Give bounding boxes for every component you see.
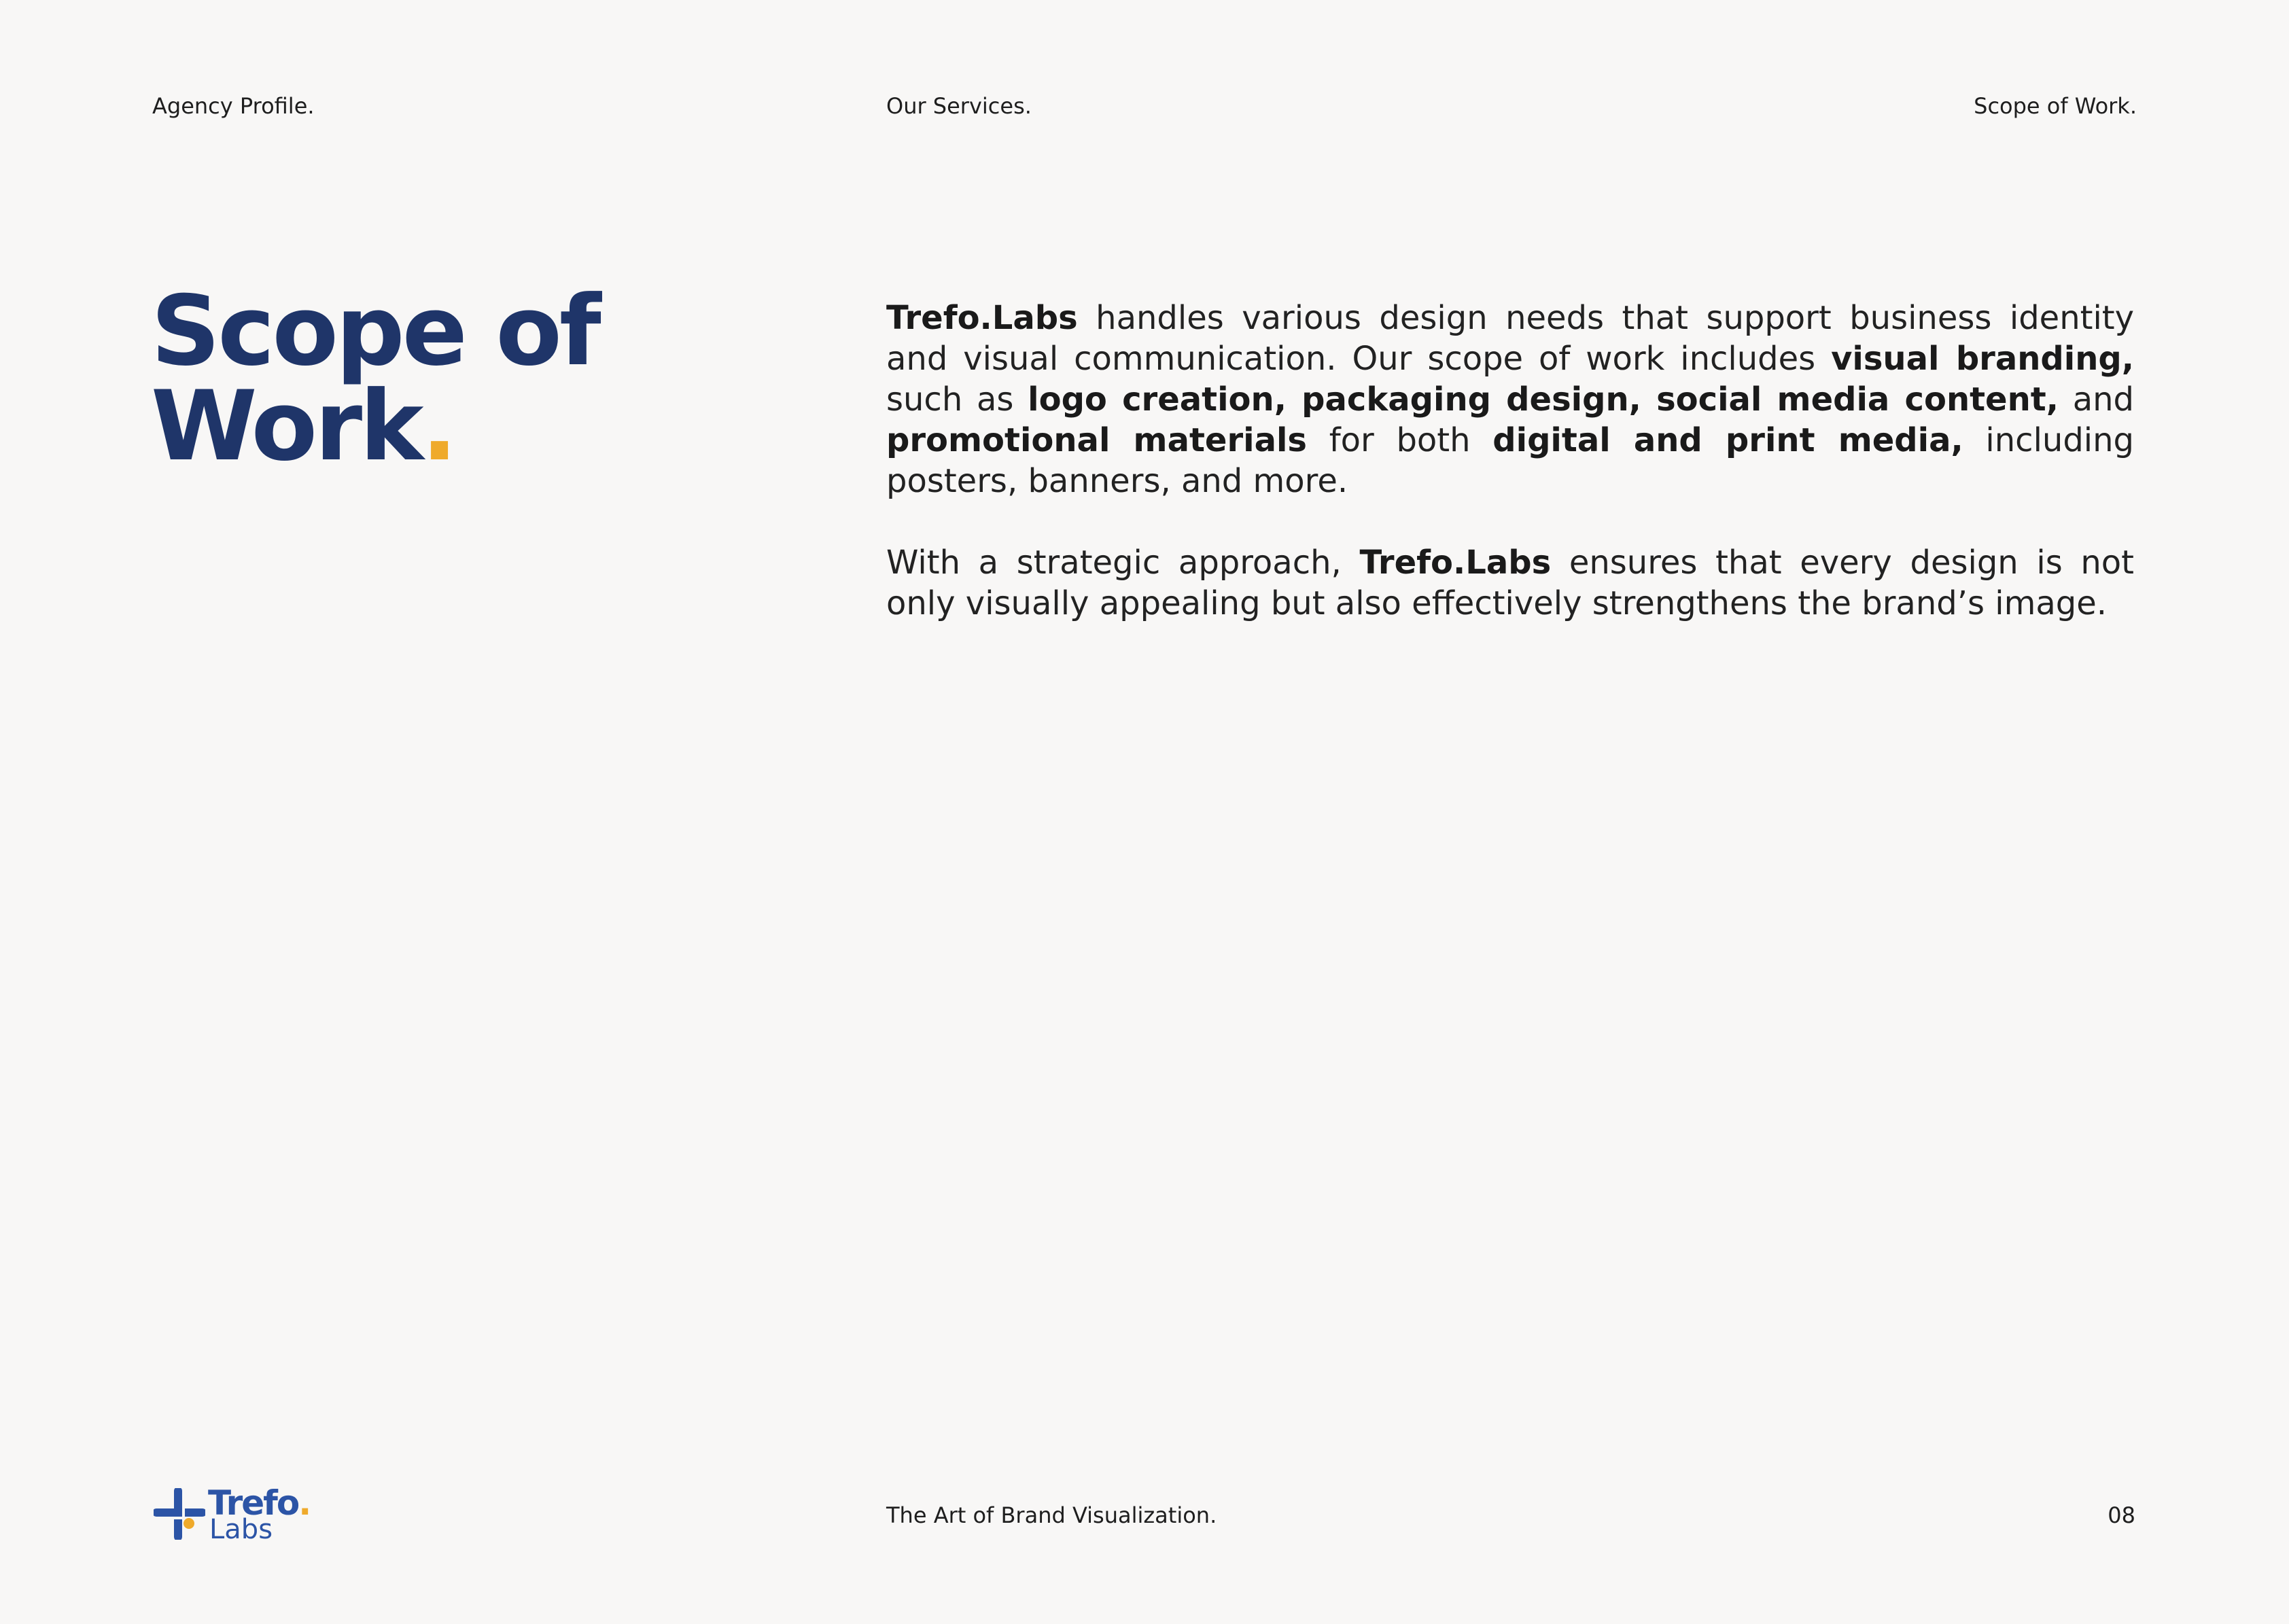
paragraph1-run-2-bold: visual branding, [1831, 340, 2134, 378]
paragraph1-run-5: and [2058, 381, 2135, 419]
page-title-line-1: Scope of [151, 275, 599, 387]
paragraph1-run-7: for both [1307, 421, 1493, 459]
paragraph1-run-6-bold: promotional materials [886, 421, 1308, 459]
paragraph1-run-8-bold: digital and print media, [1492, 421, 1963, 459]
logo-wordmark: Trefo. [208, 1483, 311, 1523]
paragraph1-run-4-bold: logo creation, packaging design, social media content, [1028, 381, 2059, 419]
title-accent-dot: . [421, 370, 455, 482]
page-title [151, 275, 749, 482]
paragraph2-run-0: With a strategic approach, [886, 544, 1360, 582]
nav-agency-profile[interactable]: Agency Profile. [152, 93, 315, 119]
body-copy [886, 298, 2134, 665]
plus-cross-logo-icon [154, 1488, 205, 1540]
paragraph1-run-1: handles various design needs that support business identity and visual communication. Our scope of work includes [886, 299, 2134, 378]
paragraph-intro [886, 298, 2134, 501]
brand-logo [154, 1483, 311, 1545]
paragraph-approach [886, 542, 2134, 624]
paragraph1-run-9: including posters, banners, and more. [886, 421, 2135, 500]
logo-subtitle: Labs [209, 1514, 273, 1545]
page-title-word: Work [151, 370, 421, 482]
paragraph1-run-3: such as [886, 381, 1028, 419]
footer-tagline: The Art of Brand Visualization. [886, 1502, 1217, 1528]
paragraph1-run-0-bold: Trefo.Labs [886, 299, 1078, 337]
paragraph2-run-1-bold: Trefo.Labs [1359, 544, 1552, 582]
page-title-line-2 [151, 370, 749, 482]
nav-our-services[interactable]: Our Services. [886, 93, 1032, 119]
page-number: 08 [2108, 1502, 2135, 1528]
paragraph2-run-2: ensures that every design is not only visually appealing but also effectively strengthens the brand’s image. [886, 544, 2134, 622]
nav-scope-of-work[interactable]: Scope of Work. [1974, 93, 2137, 119]
